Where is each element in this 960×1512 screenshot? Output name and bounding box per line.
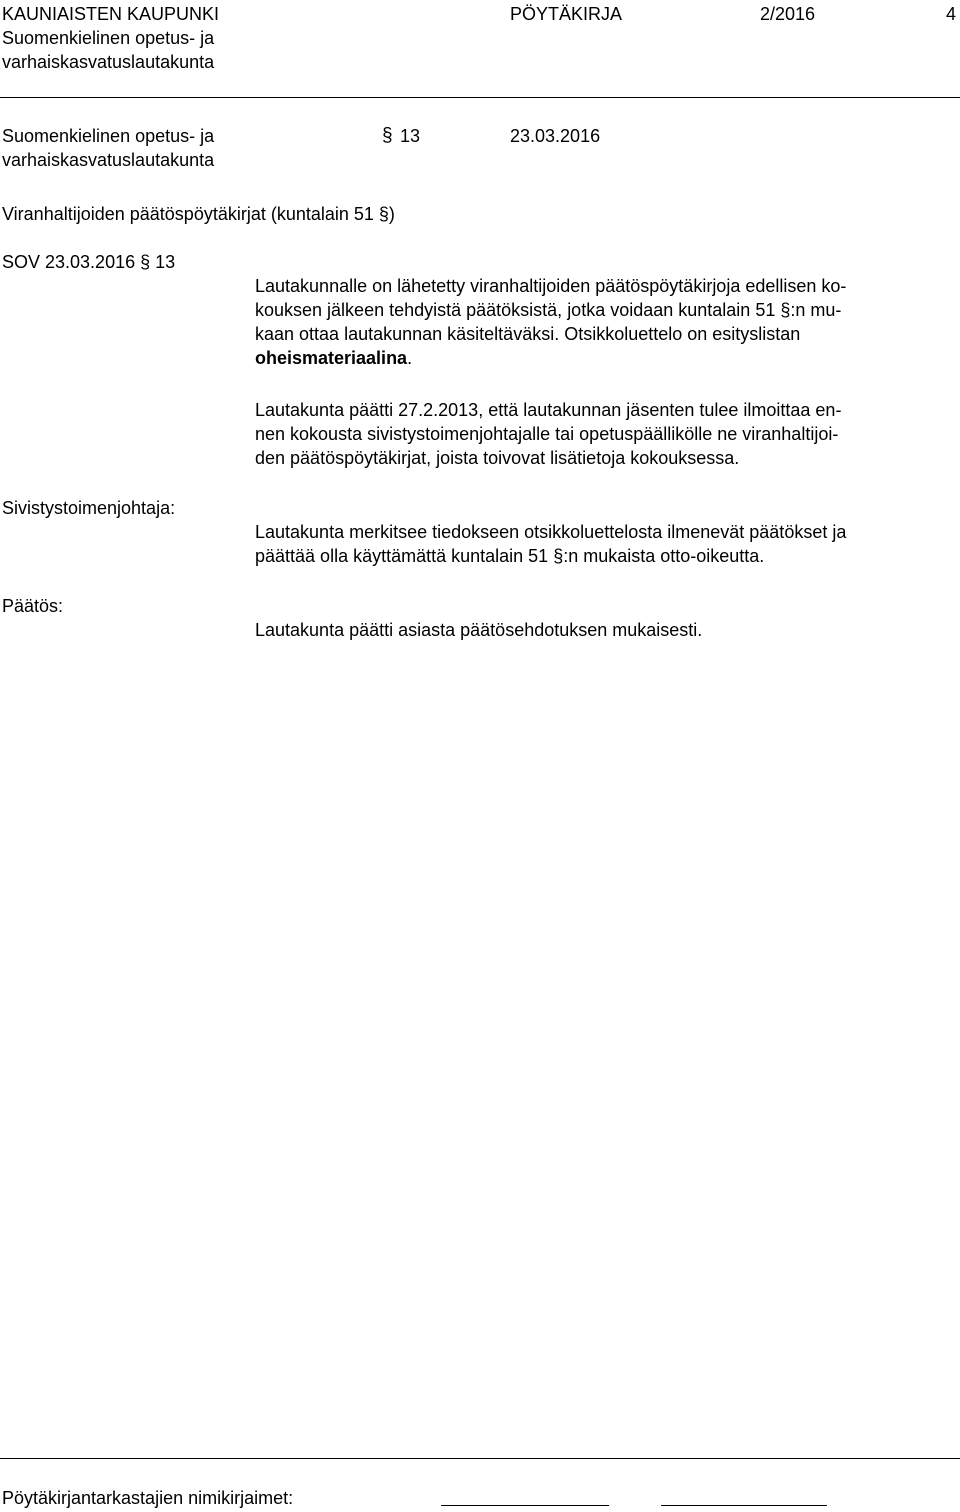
proposal-line: päättää olla käyttämättä kuntalain 51 §:n mukaista otto-oikeutta. — [255, 546, 765, 566]
description-line: kouksen jälkeen tehdyistä päätöksistä, jotka voidaan kuntalain 51 §:n mu- — [255, 300, 842, 320]
board-name-line1: Suomenkielinen opetus- ja — [2, 28, 215, 48]
section-number: 13 — [400, 126, 421, 146]
item-reference: SOV 23.03.2016 § 13 — [2, 252, 176, 272]
earlier-decision-line: den päätöspöytäkirjat, joista toivovat lisätietoja kokouksessa. — [255, 448, 740, 468]
attachment-note — [255, 346, 412, 370]
attachment-tail: . — [407, 348, 413, 368]
earlier-decision-line: Lautakunta päätti 27.2.2013, että lautakunnan jäsenten tulee ilmoittaa en- — [255, 400, 842, 420]
description-line: kaan ottaa lautakunnan käsiteltäväksi. Otsikkoluettelo on esityslistan — [255, 324, 801, 344]
signature-line-2 — [661, 1505, 827, 1506]
meeting-date: 23.03.2016 — [510, 126, 601, 146]
proposal-label: Sivistystoimenjohtaja: — [2, 498, 176, 518]
decision-text: Lautakunta päätti asiasta päätösehdotuksen mukaisesti. — [255, 620, 703, 640]
header-divider — [0, 97, 960, 98]
item-title: Viranhaltijoiden päätöspöytäkirjat (kuntalain 51 §) — [2, 204, 395, 224]
document-type: PÖYTÄKIRJA — [510, 4, 623, 24]
signature-line-1 — [441, 1505, 609, 1506]
signature-label: Pöytäkirjantarkastajien nimikirjaimet: — [2, 1488, 294, 1508]
page-number: 4 — [946, 4, 957, 24]
footer-divider — [0, 1458, 960, 1459]
section-sign: § — [382, 125, 393, 146]
description-line: Lautakunnalle on lähetetty viranhaltijoiden päätöspöytäkirjoja edellisen ko- — [255, 276, 847, 296]
proposal-line: Lautakunta merkitsee tiedokseen otsikkoluettelosta ilmenevät päätökset ja — [255, 522, 847, 542]
meeting-board-line2: varhaiskasvatuslautakunta — [2, 150, 215, 170]
decision-label: Päätös: — [2, 596, 64, 616]
organization-name: KAUNIAISTEN KAUPUNKI — [2, 4, 220, 24]
meeting-board-line1: Suomenkielinen opetus- ja — [2, 126, 215, 146]
board-name-line2: varhaiskasvatuslautakunta — [2, 52, 215, 72]
earlier-decision-line: nen kokousta sivistystoimenjohtajalle tai opetuspäällikölle ne viranhaltijoi- — [255, 424, 839, 444]
document-number: 2/2016 — [760, 4, 816, 24]
attachment-bold: oheismateriaalina — [255, 348, 408, 368]
